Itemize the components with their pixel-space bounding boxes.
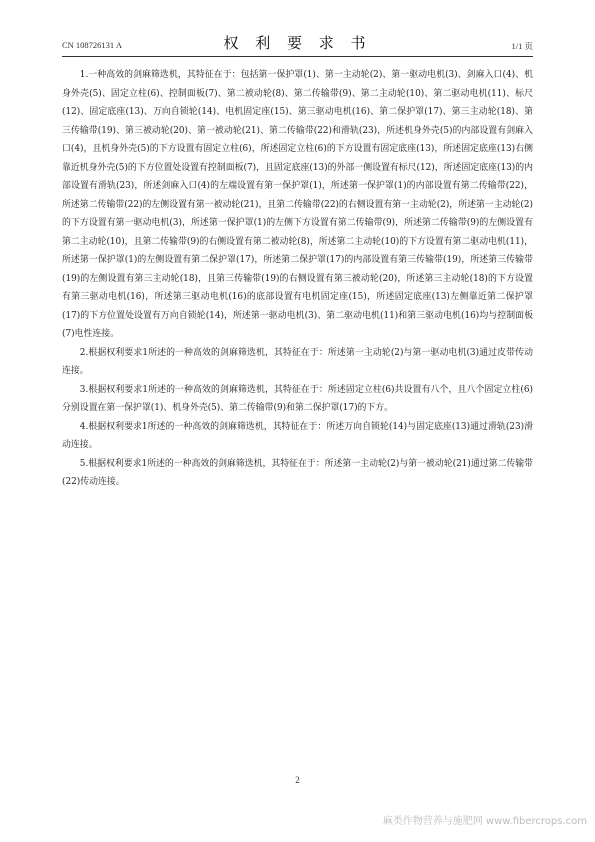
claim-4: 4.根据权利要求1所述的一种高效的剑麻筛选机，其特征在于：所述万向自锁轮(14)与固定底座(13)通过滑轨(23)滑动连接。 — [62, 421, 533, 450]
claim-2: 2.根据权利要求1所述的一种高效的剑麻筛选机，其特征在于：所述第一主动轮(2)与第一驱动电机(3)通过皮带传动连接。 — [62, 347, 533, 376]
claims-body — [62, 66, 533, 492]
claim-3: 3.根据权利要求1所述的一种高效的剑麻筛选机，其特征在于：所述固定立柱(6)共设置有八个，且八个固定立柱(6)分别设置在第一保护罩(1)、机身外壳(5)、第二传输带(9)和第二保护罩(17)的下方。 — [62, 384, 533, 413]
claim-5: 5.根据权利要求1所述的一种高效的剑麻筛选机，其特征在于：所述第一主动轮(2)与第一被动轮(21)通过第二传输带(22)传动连接。 — [62, 458, 533, 487]
document-title: 权 利 要 求 书 — [223, 34, 372, 52]
document-number: CN 108726131 A — [62, 40, 122, 50]
watermark-text: 麻类作物营养与施肥网 www.fibercrops.com — [382, 816, 587, 827]
page-indicator: 1/1 页 — [511, 41, 533, 51]
page-number: 2 — [295, 775, 300, 785]
page-header — [62, 30, 533, 57]
claim-1: 1.一种高效的剑麻筛选机，其特征在于：包括第一保护罩(1)、第一主动轮(2)、第一驱动电机(3)、剑麻入口(4)、机身外壳(5)、固定立柱(6)、控制面板(7)、第二被动轮(8)、第二传输带(9)、第二主动轮(10)、第二驱动电机(11)、标尺(12)、固定底座(13)、万向自锁轮(14)、电机固定座(15)、第三驱动电机(16)、第二保护罩(17)、第三主动轮(18)、第三传输带(19)、第三被动轮(20)、第一被动轮(21)、第二传输带(22)和滑轨(23)，所述机身外壳(5)的内部设置有剑麻入口(4)，且机身外壳(5)的下方设置有固定立柱(6)，所述固定立柱(6)的下方设置有固定底座(13)，所述固定底座(13)右侧靠近机身外壳(5)的下方位置处设置有控制面板(7)，且固定底座(13)的外部一侧设置有标尺(12)，所述固定底座(13)的内部设置有滑轨(23)，所述剑麻入口(4)的左端设置有第一保护罩(1)，所述第一保护罩(1)的内部设置有第二传输带(22)，所述第二传输带(22)的左侧设置有第一被动轮(21)，且第二传输带(22)的右侧设置有第一主动轮(2)，所述第一主动轮(2)的下方设置有第一驱动电机(3)，所述第一保护罩(1)的左侧下方设置有第二传输带(9)，所述第二传输带(9)的左侧设置有第二主动轮(10)，且第二传输带(9)的右侧设置有第二被动轮(8)，所述第二主动轮(10)的下方设置有第二驱动电机(11)，所述第一保护罩(1)的左侧设置有第二保护罩(17)，所述第二保护罩(17)的内部设置有第三传输带(19)，所述第三传输带(19)的左侧设置有第三主动轮(18)，且第三传输带(19)的右侧设置有第三被动轮(20)，所述第三主动轮(18)的下方设置有第三驱动电机(16)，所述第三驱动电机(16)的底部设置有电机固定座(15)，所述固定底座(13)左侧靠近第二保护罩(17)的下方位置处设置有万向自锁轮(14)，所述第一驱动电机(3)、第二驱动电机(11)和第三驱动电机(16)均与控制面板(7)电性连接。 — [62, 70, 533, 339]
